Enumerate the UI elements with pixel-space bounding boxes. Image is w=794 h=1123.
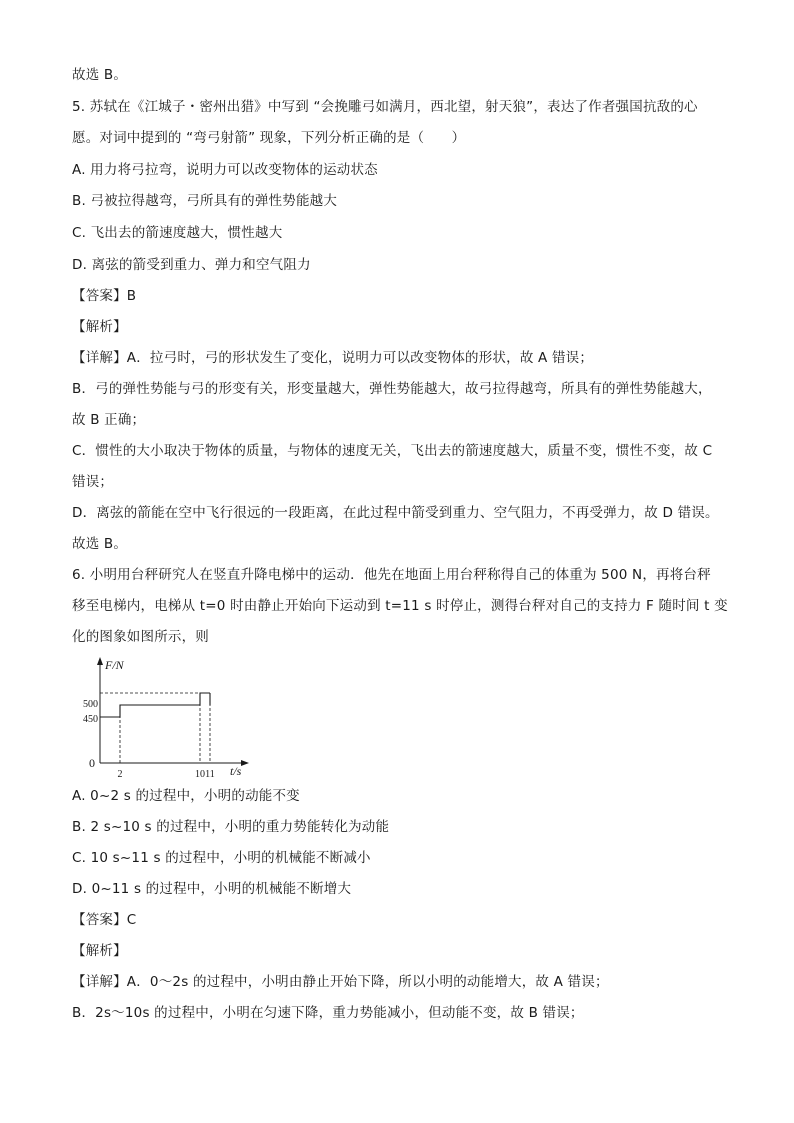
detail-line: 故 B 正确； bbox=[72, 412, 146, 428]
option-d: D. 离弦的箭受到重力、弹力和空气阻力 bbox=[72, 257, 311, 273]
text-line: 故选 B。 bbox=[72, 536, 128, 552]
answer-label: 【答案】B bbox=[72, 288, 137, 304]
detail-line: B．弓的弹性势能与弓的形变有关，形变量越大，弹性势能越大，故弓拉得越弯，所具有的弹性势能越大， bbox=[72, 381, 712, 397]
x-tick-label: 11 bbox=[205, 769, 215, 780]
origin-label: 0 bbox=[89, 756, 95, 770]
answer-label: 【答案】C bbox=[72, 912, 137, 928]
text-line: 故选 B。 bbox=[72, 67, 128, 83]
detail-line: 【详解】A．拉弓时，弓的形状发生了变化，说明力可以改变物体的形状，故 A 错误； bbox=[72, 350, 594, 366]
analysis-label: 【解析】 bbox=[72, 319, 127, 335]
question-6-stem: 6. 小明用台秤研究人在竖直升降电梯中的运动．他先在地面上用台秤称得自己的体重为 500 N，再将台秤 bbox=[72, 567, 711, 583]
question-5-stem: 5. 苏轼在《江城子・密州出猎》中写到 “会挽雕弓如满月，西北望，射天狼”，表达了作者强国抗敌的心 bbox=[72, 99, 698, 115]
analysis-label: 【解析】 bbox=[72, 943, 127, 959]
detail-line: C．惯性的大小取决于物体的质量，与物体的速度无关，飞出去的箭速度越大，质量不变，惯性不变，故 C bbox=[72, 443, 713, 459]
y-tick-label: 500 bbox=[83, 699, 98, 710]
y-axis-arrow bbox=[97, 657, 103, 665]
y-axis-label: F/N bbox=[105, 658, 124, 672]
detail-line: D．离弦的箭能在空中飞行很远的一段距离，在此过程中箭受到重力、空气阻力，不再受弹力，故 D 错误。 bbox=[72, 505, 719, 521]
option-b: B. 2 s~10 s 的过程中，小明的重力势能转化为动能 bbox=[72, 819, 390, 835]
question-6-stem: 化的图象如图所示，则 bbox=[72, 629, 209, 645]
detail-line: 【详解】A．0～2s 的过程中，小明由静止开始下降，所以小明的动能增大，故 A 错误； bbox=[72, 974, 609, 990]
x-tick-label: 10 bbox=[195, 769, 205, 780]
x-axis-label: t/s bbox=[230, 764, 242, 778]
x-tick-label: 2 bbox=[117, 769, 123, 780]
detail-line: B．2s～10s 的过程中，小明在匀速下降，重力势能减小，但动能不变，故 B 错误； bbox=[72, 1005, 584, 1021]
option-c: C. 10 s~11 s 的过程中，小明的机械能不断减小 bbox=[72, 850, 371, 866]
option-a: A. 0~2 s 的过程中，小明的动能不变 bbox=[72, 788, 300, 804]
force-time-chart bbox=[78, 655, 258, 780]
x-axis-arrow bbox=[241, 760, 249, 766]
y-tick-label: 450 bbox=[83, 714, 98, 725]
force-series-line bbox=[100, 693, 210, 717]
option-d: D. 0~11 s 的过程中，小明的机械能不断增大 bbox=[72, 881, 352, 897]
option-c: C. 飞出去的箭速度越大，惯性越大 bbox=[72, 225, 283, 241]
chart-marks bbox=[83, 693, 215, 780]
option-a: A. 用力将弓拉弯，说明力可以改变物体的运动状态 bbox=[72, 162, 378, 178]
detail-line: 错误； bbox=[72, 474, 114, 490]
question-5-stem: 愿。对词中提到的 “弯弓射箭” 现象，下列分析正确的是（ ） bbox=[72, 130, 466, 146]
question-6-stem: 移至电梯内，电梯从 t=0 时由静止开始向下运动到 t=11 s 时停止，测得台秤对自己的支持力 F 随时间 t 变 bbox=[72, 598, 728, 614]
option-b: B. 弓被拉得越弯，弓所具有的弹性势能越大 bbox=[72, 193, 338, 209]
